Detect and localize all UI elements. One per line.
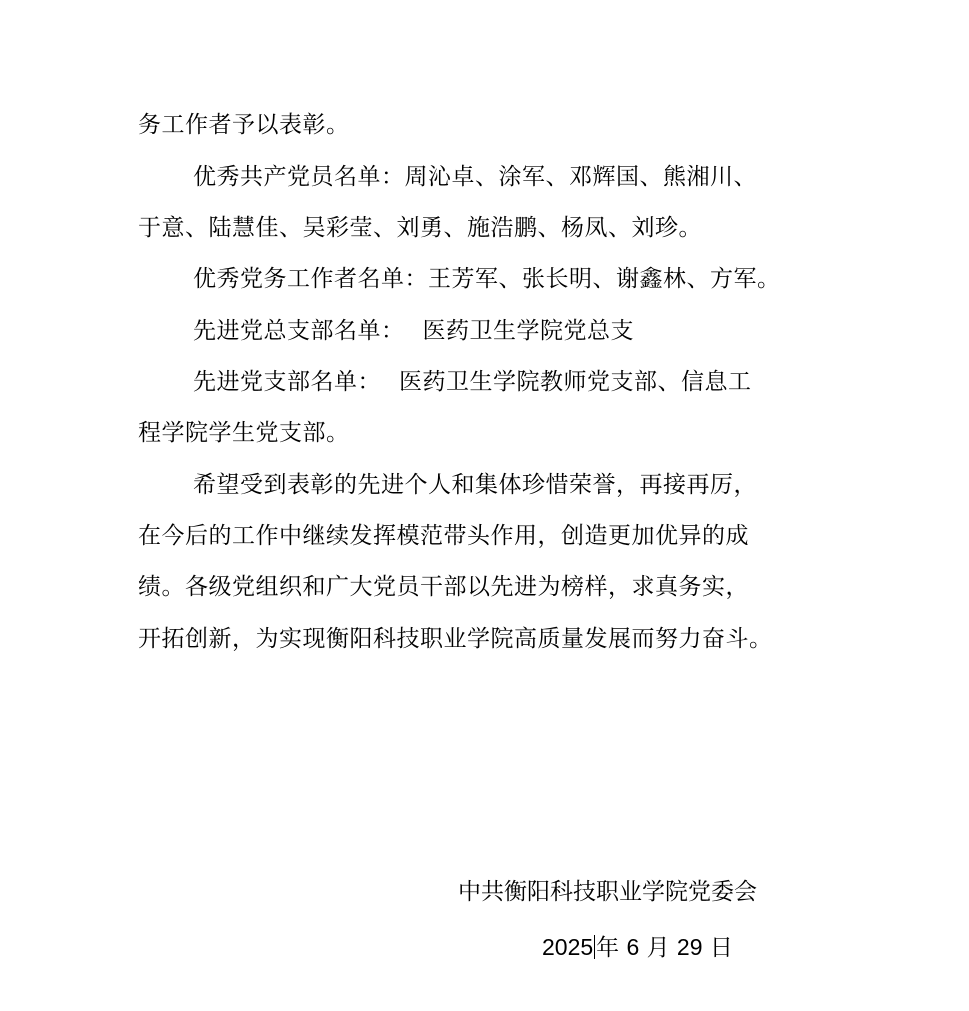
advanced-branch-label: 先进党支部名单：	[193, 369, 381, 395]
excellent-members-line-2: 于意、陆慧佳、吴彩莹、刘勇、施浩鹏、杨凤、刘珍。	[138, 215, 702, 241]
excellent-members-line-1: 优秀共产党员名单：周沁卓、涂军、邓辉国、熊湘川、	[193, 164, 757, 190]
date-day-char: 日	[709, 935, 733, 961]
date-month-char: 月	[646, 935, 670, 961]
date-day: 29	[676, 934, 703, 960]
advanced-branch-value: 医药卫生学院教师党支部、信息工	[399, 369, 752, 395]
date-year-char: 年	[596, 935, 620, 961]
advanced-general-branch-value: 医药卫生学院党总支	[422, 318, 634, 344]
closing-line-4: 开拓创新，为实现衡阳科技职业学院高质量发展而努力奋斗。	[138, 626, 773, 652]
signature-organization: 中共衡阳科技职业学院党委会	[458, 879, 757, 905]
paragraph-intro-tail: 务工作者予以表彰。	[138, 112, 350, 138]
excellent-workers-line: 优秀党务工作者名单：王芳军、张长明、谢鑫林、方军。	[193, 266, 781, 292]
closing-line-3: 绩。各级党组织和广大党员干部以先进为榜样，求真务实，	[138, 574, 749, 600]
advanced-branch-line-2: 程学院学生党支部。	[138, 420, 350, 446]
date-month: 6	[626, 934, 640, 960]
closing-line-2: 在今后的工作中继续发挥模范带头作用，创造更加优异的成	[138, 523, 749, 549]
date-year: 2025	[542, 934, 594, 960]
advanced-general-branch-label: 先进党总支部名单：	[193, 318, 405, 344]
advanced-general-branch-line	[193, 316, 634, 346]
signature-date	[542, 932, 733, 963]
closing-line-1: 希望受到表彰的先进个人和集体珍惜荣誉，再接再厉，	[193, 472, 757, 498]
advanced-branch-line-1	[193, 367, 752, 397]
